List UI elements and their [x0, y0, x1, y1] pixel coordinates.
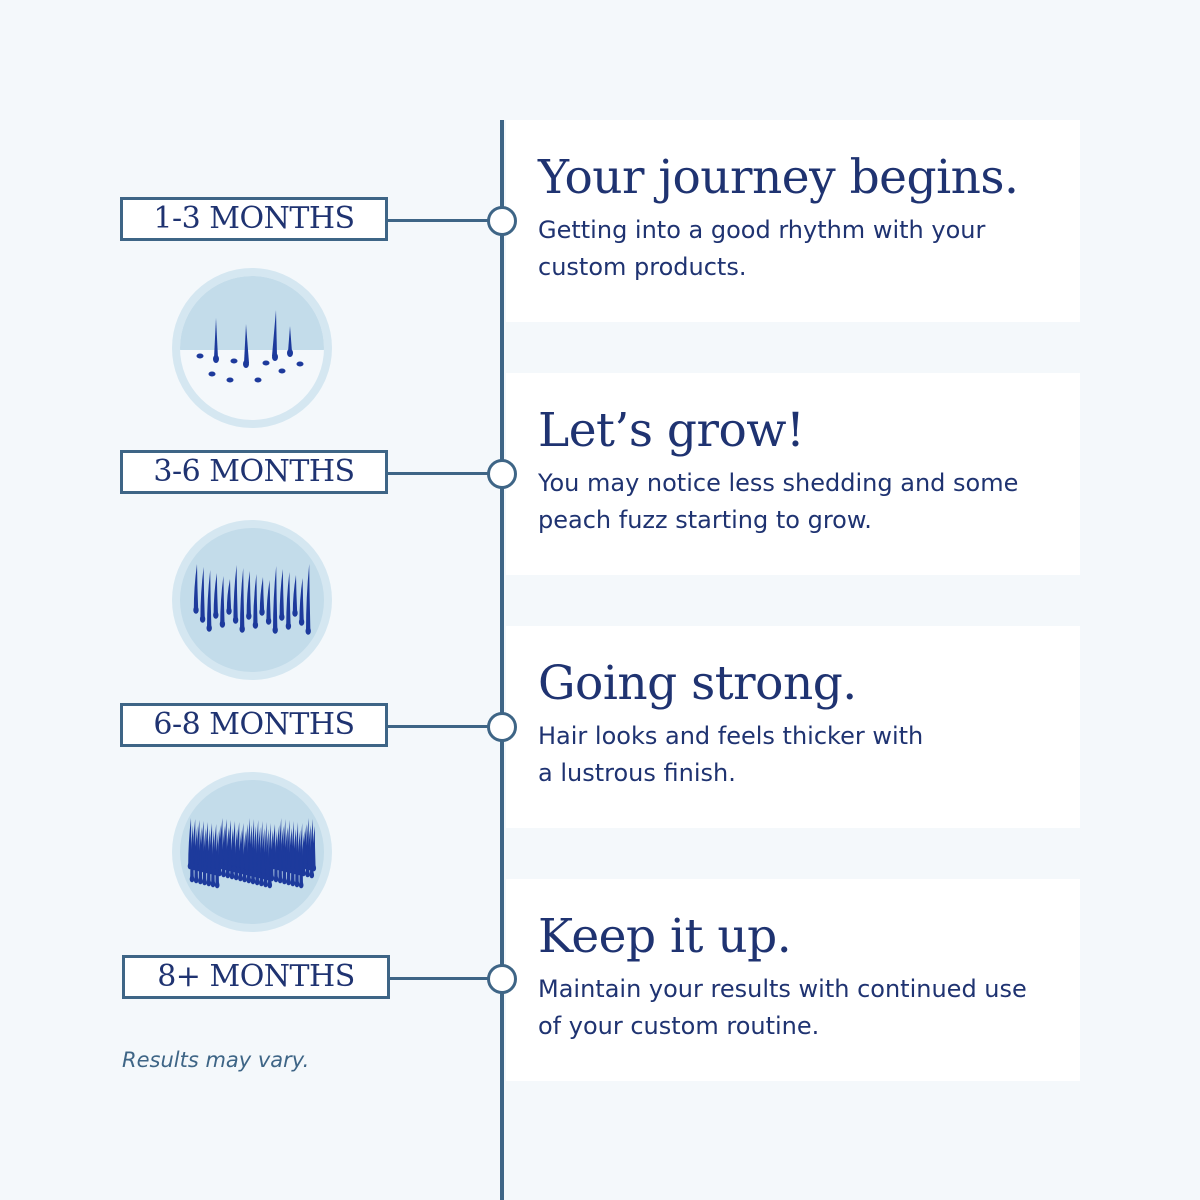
timeline-node	[487, 206, 517, 236]
thick-hair-icon	[170, 770, 334, 934]
milestone-card-2	[506, 373, 1080, 575]
connector	[388, 725, 488, 728]
milestone-description: Maintain your results with continued use of your custom routine.	[538, 975, 1027, 1040]
milestone-card-4	[506, 879, 1080, 1081]
timeline-line	[500, 120, 504, 1200]
timeline-node	[487, 459, 517, 489]
milestone-description: Hair looks and feels thicker with a lustrous finish.	[538, 722, 924, 787]
disclaimer-note: Results may vary.	[122, 1048, 310, 1072]
timeline-node	[487, 964, 517, 994]
milestone-card-1	[506, 120, 1080, 322]
timeline-node	[487, 712, 517, 742]
connector	[388, 472, 488, 475]
period-label-8-plus-months: 8+ MONTHS	[122, 955, 390, 999]
milestone-title: Your journey begins.	[538, 150, 1019, 205]
connector	[388, 219, 488, 222]
period-label-6-8-months: 6-8 MONTHS	[120, 703, 388, 747]
milestone-description: Getting into a good rhythm with your custom products.	[538, 216, 986, 281]
sparse-hair-icon	[170, 266, 334, 430]
period-label-1-3-months: 1-3 MONTHS	[120, 197, 388, 241]
milestone-title: Let’s grow!	[538, 403, 805, 458]
period-label-3-6-months: 3-6 MONTHS	[120, 450, 388, 494]
milestone-title: Going strong.	[538, 656, 857, 711]
milestone-title: Keep it up.	[538, 909, 792, 964]
milestone-description: You may notice less shedding and some peach fuzz starting to grow.	[538, 469, 1019, 534]
connector	[390, 977, 488, 980]
milestone-card-3	[506, 626, 1080, 828]
growing-hair-icon	[170, 518, 334, 682]
